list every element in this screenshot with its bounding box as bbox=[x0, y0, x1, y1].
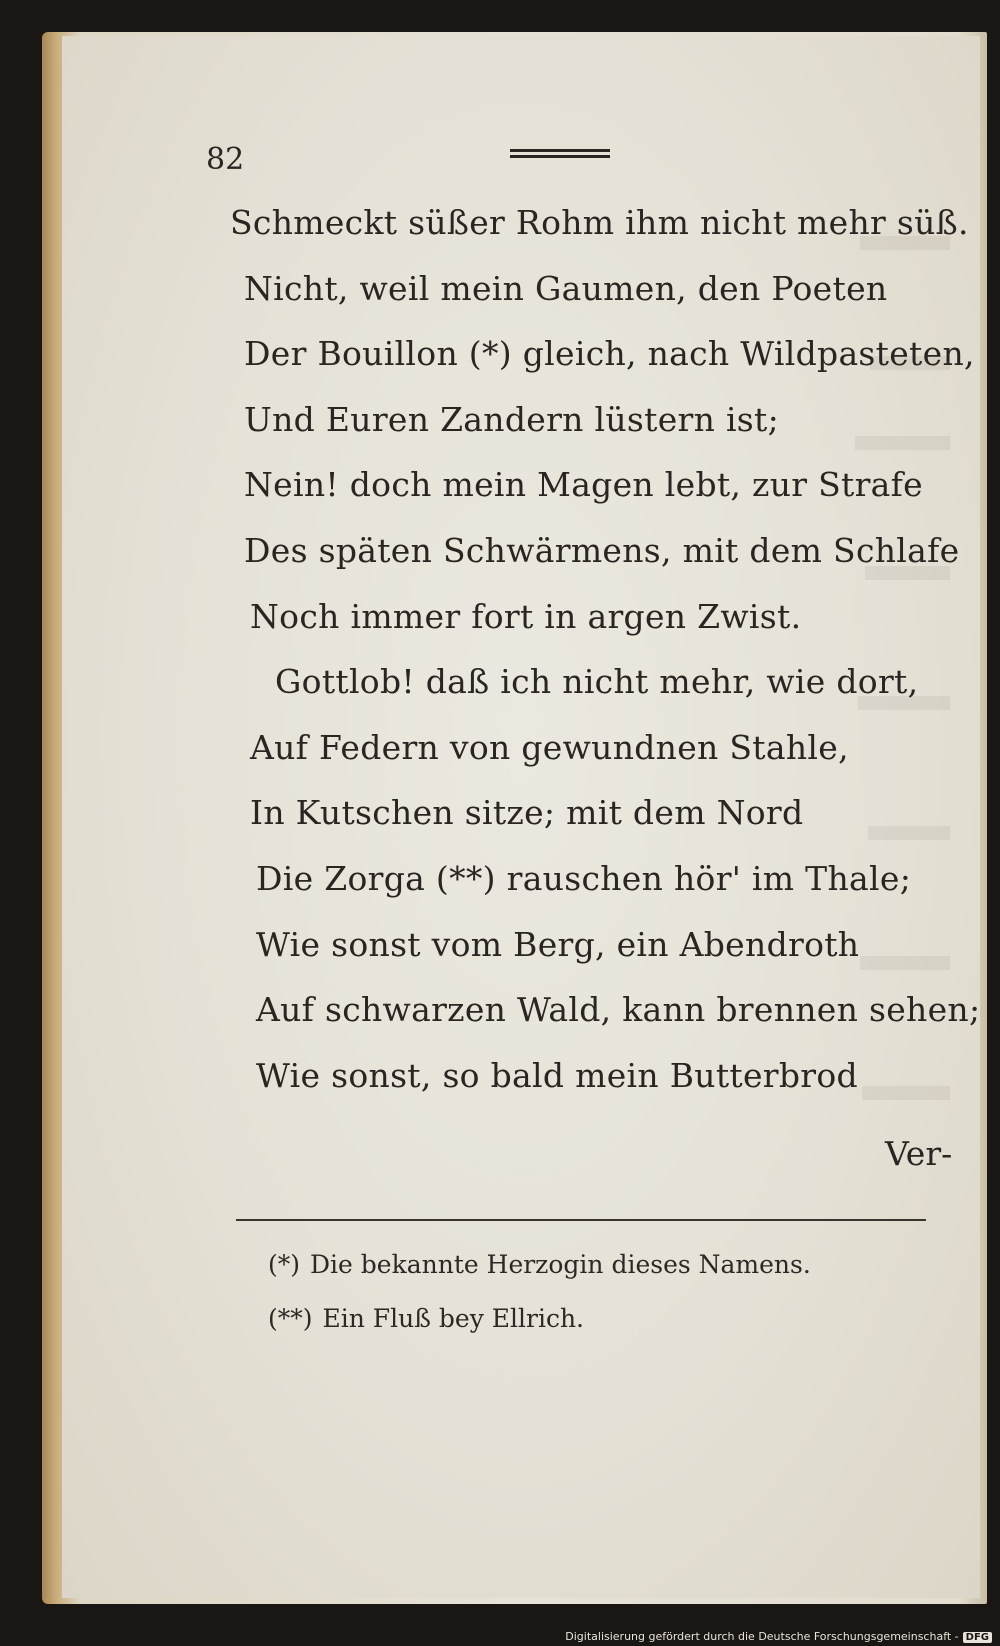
verse-line: Wie sonst, so bald mein Butterbrod bbox=[256, 1055, 858, 1095]
verse-line: Nein! doch mein Magen lebt, zur Strafe bbox=[244, 465, 923, 505]
digitization-credit bbox=[565, 1630, 992, 1643]
verse-line: Auf schwarzen Wald, kann brennen sehen; bbox=[256, 990, 981, 1030]
footnote-text: Ein Fluß bey Ellrich. bbox=[322, 1304, 585, 1333]
verse-line: Der Bouillon (*) gleich, nach Wildpasteten, bbox=[244, 334, 975, 374]
verse-line: Noch immer fort in argen Zwist. bbox=[250, 596, 802, 636]
footnotes bbox=[268, 1238, 888, 1346]
dfg-logo: DFG bbox=[963, 1632, 992, 1643]
credit-text: Digitalisierung gefördert durch die Deutsche Forschungsgemeinschaft - bbox=[565, 1630, 959, 1643]
page-number: 82 bbox=[206, 142, 245, 177]
footnote bbox=[268, 1238, 888, 1292]
verse-line: Wie sonst vom Berg, ein Abendroth bbox=[256, 924, 860, 964]
verse-line: Schmeckt süßer Rohm ihm nicht mehr süß. bbox=[230, 203, 969, 242]
verse-line: Auf Federn von gewundnen Stahle, bbox=[250, 727, 849, 767]
verse-line: Des späten Schwärmens, mit dem Schlafe bbox=[244, 530, 960, 570]
footnote-text: Die bekannte Herzogin dieses Namens. bbox=[310, 1250, 811, 1279]
footnote-mark: (*) bbox=[268, 1250, 301, 1279]
poem-verse bbox=[230, 190, 981, 1108]
verse-line: Gottlob! daß ich nicht mehr, wie dort, bbox=[275, 662, 919, 702]
verse-line: Nicht, weil mein Gaumen, den Poeten bbox=[244, 268, 888, 308]
header-ornament-rule bbox=[510, 149, 610, 159]
footnote bbox=[268, 1292, 888, 1346]
footnote-divider bbox=[236, 1219, 926, 1221]
verse-line: Und Euren Zandern lüstern ist; bbox=[244, 399, 780, 439]
verse-line: Die Zorga (**) rauschen hör' im Thale; bbox=[256, 858, 912, 898]
catchword: Ver- bbox=[885, 1134, 953, 1173]
footnote-mark: (**) bbox=[268, 1304, 313, 1333]
verse-line: In Kutschen sitze; mit dem Nord bbox=[250, 793, 804, 833]
